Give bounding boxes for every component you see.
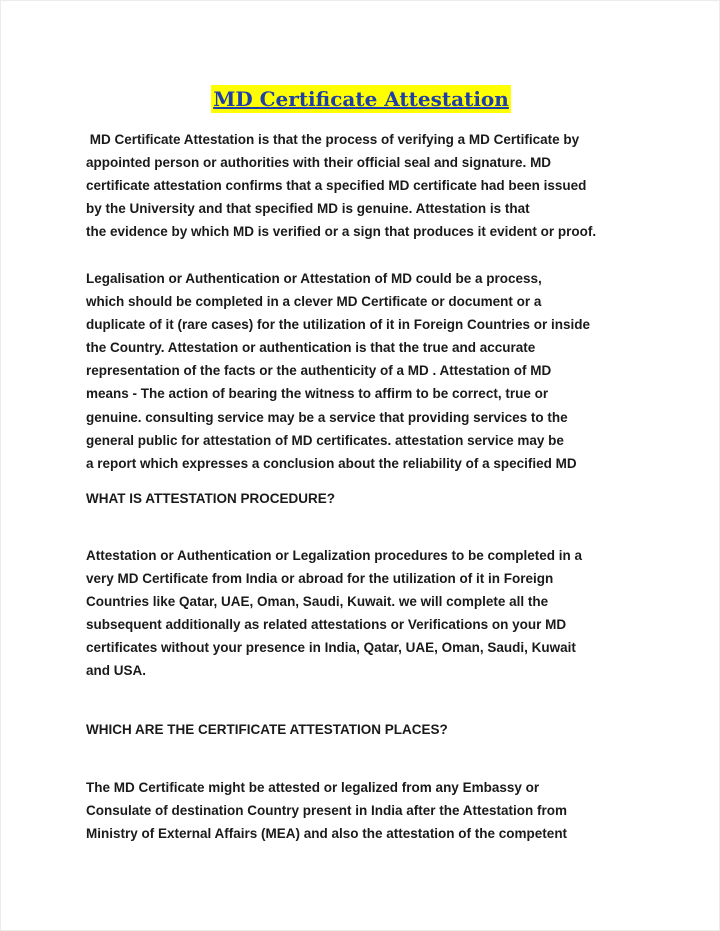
text-line: which should be completed in a clever MD Certificate or document or a bbox=[86, 294, 542, 310]
text-line: means - The action of bearing the witness to affirm to be correct, true or bbox=[86, 386, 549, 402]
text-line: duplicate of it (rare cases) for the utilization of it in Foreign Countries or inside bbox=[86, 317, 591, 333]
paragraph-places bbox=[86, 776, 661, 845]
text-line: genuine. consulting service may be a service that providing services to the bbox=[86, 409, 568, 425]
paragraph-legalisation bbox=[86, 267, 661, 475]
text-line: the evidence by which MD is verified or a sign that produces it evident or proof. bbox=[86, 224, 597, 240]
text-line: the Country. Attestation or authentication is that the true and accurate bbox=[86, 340, 536, 356]
text-line: appointed person or authorities with their official seal and signature. MD bbox=[86, 155, 552, 171]
text-line: subsequent additionally as related attestations or Verifications on your MD bbox=[86, 617, 567, 633]
text-line: certificate attestation confirms that a specified MD certificate had been issued bbox=[86, 178, 587, 194]
text-line: Consulate of destination Country present in India after the Attestation from bbox=[86, 803, 568, 819]
text-line: Attestation or Authentication or Legalization procedures to be completed in a bbox=[86, 548, 583, 563]
text-line: Countries like Qatar, UAE, Oman, Saudi, Kuwait. we will complete all the bbox=[86, 594, 549, 610]
title-container bbox=[1, 85, 720, 113]
paragraph-intro bbox=[86, 128, 661, 243]
section-heading-procedure: WHAT IS ATTESTATION PROCEDURE? bbox=[86, 491, 335, 506]
text-line: and USA. bbox=[86, 663, 147, 679]
text-line: a report which expresses a conclusion about the reliability of a specified MD bbox=[86, 455, 577, 471]
text-line: very MD Certificate from India or abroad for the utilization of it in Foreign bbox=[86, 571, 554, 587]
text-line: representation of the facts or the authenticity of a MD . Attestation of MD bbox=[86, 363, 552, 379]
text-line: certificates without your presence in India, Qatar, UAE, Oman, Saudi, Kuwait bbox=[86, 640, 576, 656]
text-line: by the University and that specified MD is genuine. Attestation is that bbox=[86, 201, 530, 217]
section-heading-places: WHICH ARE THE CERTIFICATE ATTESTATION PLACES? bbox=[86, 722, 448, 737]
text-line: MD Certificate Attestation is that the process of verifying a MD Certificate by bbox=[86, 132, 580, 147]
paragraph-procedure bbox=[86, 544, 661, 683]
text-line: The MD Certificate might be attested or legalized from any Embassy or bbox=[86, 780, 540, 795]
text-line: Ministry of External Affairs (MEA) and also the attestation of the competent bbox=[86, 826, 568, 842]
text-line: general public for attestation of MD certificates. attestation service may be bbox=[86, 432, 564, 448]
document-title: MD Certificate Attestation bbox=[213, 87, 509, 111]
text-line: Legalisation or Authentication or Attestation of MD could be a process, bbox=[86, 271, 542, 286]
